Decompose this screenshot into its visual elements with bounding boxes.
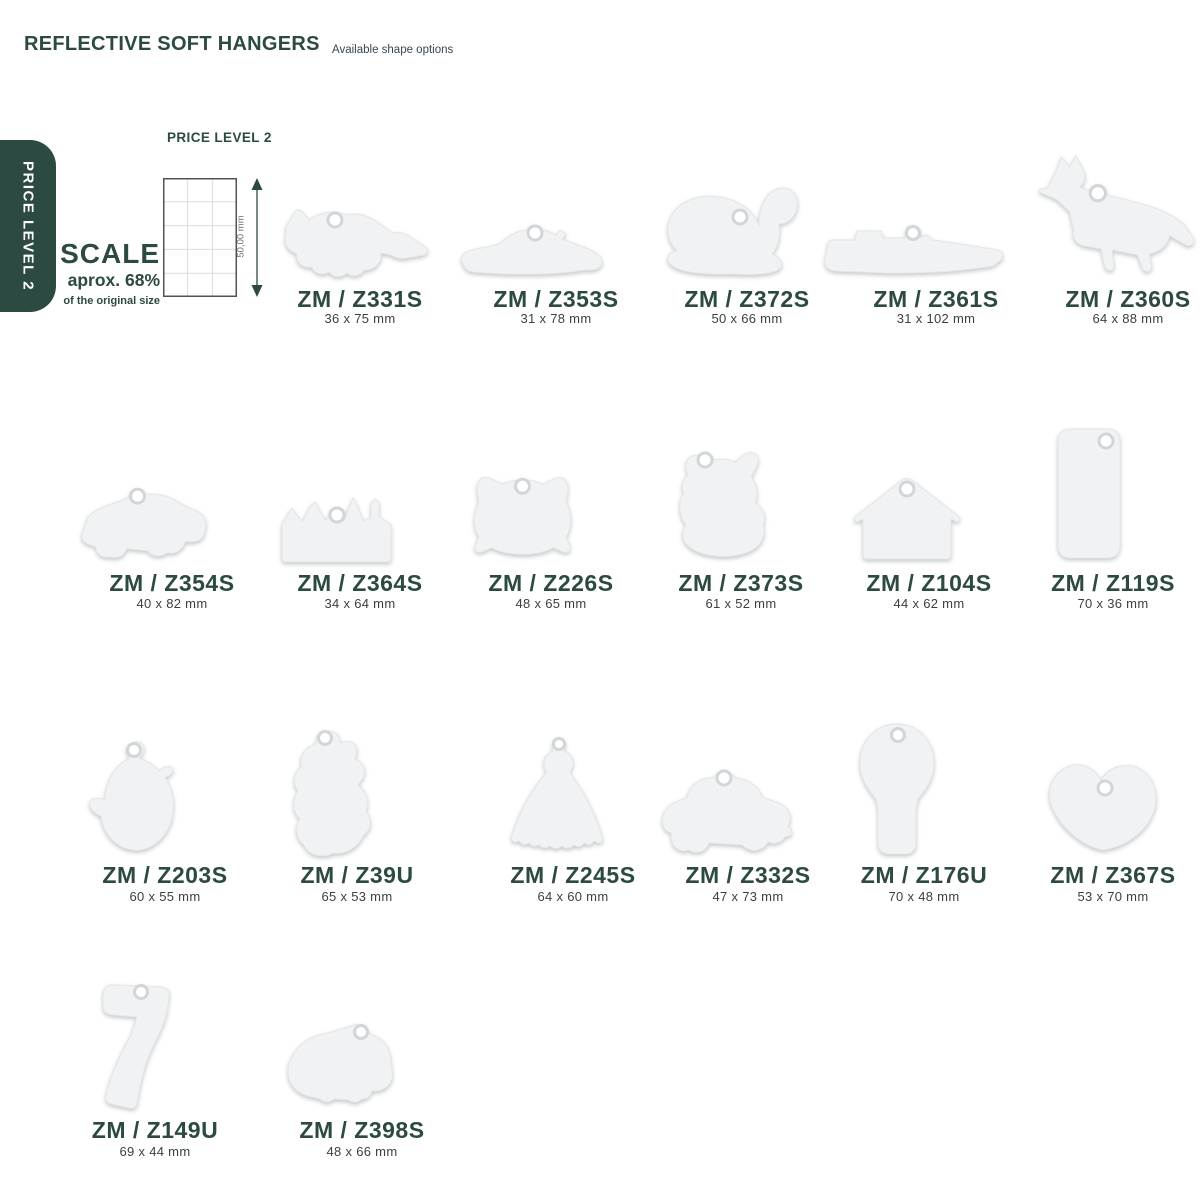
- product-size: 69 x 44 mm: [119, 1144, 191, 1159]
- product-code: ZM / Z39U: [300, 862, 414, 888]
- page-title: REFLECTIVE SOFT HANGERS: [24, 33, 320, 55]
- product-size: 36 x 75 mm: [324, 311, 396, 326]
- house-shape: [850, 473, 964, 562]
- product-code: ZM / Z203S: [102, 862, 228, 888]
- teddy-bear-shape: [285, 727, 375, 862]
- product-size: 48 x 65 mm: [515, 596, 587, 611]
- rounded-rect-shape: [1056, 427, 1122, 560]
- dress-shape: [503, 735, 613, 857]
- hanger-hole: [128, 744, 141, 757]
- hanger-hole: [733, 210, 747, 224]
- toy-car-shape: [657, 762, 795, 858]
- product-size: 47 x 73 mm: [712, 889, 784, 904]
- hanger-hole: [907, 227, 920, 240]
- hanger-hole: [1099, 434, 1113, 448]
- product-code: ZM / Z354S: [109, 570, 235, 596]
- product-code: ZM / Z361S: [873, 286, 999, 312]
- castle-shape: [275, 493, 398, 563]
- product-code: ZM / Z332S: [685, 862, 811, 888]
- product-size: 64 x 60 mm: [537, 889, 609, 904]
- product-size: 34 x 64 mm: [324, 596, 396, 611]
- hanger-hole: [516, 479, 530, 493]
- hanger-hole: [330, 508, 344, 522]
- product-code: ZM / Z364S: [297, 570, 423, 596]
- product-size: 44 x 62 mm: [893, 596, 965, 611]
- scale-block: [0, 240, 160, 307]
- cat-head-shape: [467, 467, 578, 562]
- hanger-hole: [554, 739, 565, 750]
- product-code: ZM / Z149U: [91, 1117, 219, 1143]
- hanger-hole: [355, 1026, 368, 1039]
- bird-shape: [272, 205, 432, 282]
- product-code: ZM / Z226S: [488, 570, 614, 596]
- product-size: 60 x 55 mm: [129, 889, 201, 904]
- ruler-arrow-icon: [250, 177, 264, 298]
- product-size: 31 x 102 mm: [896, 311, 976, 326]
- ruler-measure-label: 50,00 mm: [235, 215, 247, 258]
- suv-shape: [75, 482, 212, 562]
- car-shape: [455, 222, 610, 280]
- product-code: ZM / Z176U: [860, 862, 988, 888]
- product-code: ZM / Z331S: [297, 286, 423, 312]
- number-seven-shape: [92, 978, 180, 1113]
- product-size: 40 x 82 mm: [136, 596, 208, 611]
- product-size: 70 x 36 mm: [1077, 596, 1149, 611]
- price-level-tab-label: PRICE LEVEL 2: [19, 160, 37, 292]
- product-code: ZM / Z367S: [1050, 862, 1176, 888]
- price-level-heading: PRICE LEVEL 2: [167, 130, 272, 145]
- product-code: ZM / Z104S: [866, 570, 992, 596]
- page-subtitle: Available shape options: [332, 44, 454, 56]
- hanger-hole: [1098, 781, 1112, 795]
- scale-note: of the original size: [63, 295, 160, 307]
- product-code: ZM / Z372S: [684, 286, 810, 312]
- scale-title: SCALE: [60, 238, 160, 269]
- hanger-hole: [528, 226, 542, 240]
- heart-shape: [1040, 750, 1160, 857]
- product-code: ZM / Z245S: [510, 862, 636, 888]
- snail-shape: [660, 182, 800, 278]
- acorn-shape: [85, 738, 175, 857]
- product-size: 61 x 52 mm: [705, 596, 777, 611]
- scale-percent: aprox. 68%: [67, 270, 160, 290]
- lucky-cat-shape: [668, 445, 768, 560]
- scale-grid: [163, 178, 237, 297]
- hanger-hole: [135, 986, 148, 999]
- product-size: 53 x 70 mm: [1077, 889, 1149, 904]
- hanger-hole: [328, 213, 342, 227]
- product-size: 65 x 53 mm: [321, 889, 393, 904]
- product-size: 64 x 88 mm: [1092, 311, 1164, 326]
- hanger-hole: [131, 489, 145, 503]
- ferry-shape: [815, 218, 1010, 280]
- product-size: 50 x 66 mm: [711, 311, 783, 326]
- hanger-hole: [717, 771, 731, 785]
- product-size: 70 x 48 mm: [888, 889, 960, 904]
- hanger-hole: [1090, 186, 1105, 201]
- product-size: 48 x 66 mm: [326, 1144, 398, 1159]
- product-size: 31 x 78 mm: [520, 311, 592, 326]
- product-code: ZM / Z373S: [678, 570, 804, 596]
- hanger-hole: [319, 732, 332, 745]
- product-code: ZM / Z398S: [299, 1117, 425, 1143]
- light-bulb-shape: [855, 722, 940, 858]
- product-code: ZM / Z360S: [1065, 286, 1191, 312]
- hanger-hole: [900, 482, 914, 496]
- product-code: ZM / Z353S: [493, 286, 619, 312]
- product-code: ZM / Z119S: [1051, 570, 1175, 596]
- hanger-hole: [892, 729, 905, 742]
- dog-shape: [1025, 152, 1197, 280]
- van-shape: [275, 1018, 400, 1112]
- hanger-hole: [698, 453, 712, 467]
